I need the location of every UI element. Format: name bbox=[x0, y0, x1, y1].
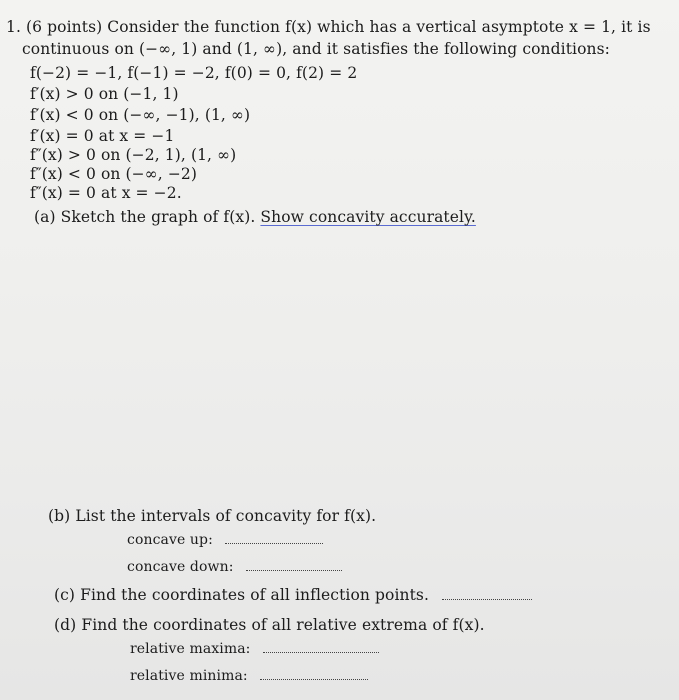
condition-fdoubleprime-negative: f″(x) < 0 on (−∞, −2) bbox=[30, 165, 198, 183]
concave-down-label: concave down: bbox=[127, 559, 234, 575]
concave-down-blank[interactable] bbox=[246, 560, 342, 571]
problem-header-continued: continuous on (−∞, 1) and (1, ∞), and it satisfies the following conditions: bbox=[22, 40, 610, 58]
relative-maxima-blank[interactable] bbox=[263, 642, 379, 653]
part-b: (b) List the intervals of concavity for f(x). bbox=[48, 507, 377, 525]
part-a bbox=[34, 208, 476, 226]
inflection-points-blank[interactable] bbox=[442, 589, 532, 600]
relative-minima-blank[interactable] bbox=[260, 669, 368, 680]
relative-minima-row bbox=[130, 667, 368, 685]
condition-fdoubleprime-positive: f″(x) > 0 on (−2, 1), (1, ∞) bbox=[30, 146, 237, 164]
relative-minima-label: relative minima: bbox=[130, 668, 248, 684]
concave-up-blank[interactable] bbox=[225, 533, 323, 544]
relative-maxima-label: relative maxima: bbox=[130, 641, 251, 657]
condition-fprime-zero: f′(x) = 0 at x = −1 bbox=[30, 127, 175, 145]
concave-down-row bbox=[127, 558, 342, 576]
part-d: (d) Find the coordinates of all relative extrema of f(x). bbox=[54, 616, 485, 634]
condition-fprime-positive: f′(x) > 0 on (−1, 1) bbox=[30, 85, 179, 103]
condition-fdoubleprime-zero: f″(x) = 0 at x = −2. bbox=[30, 184, 182, 202]
relative-maxima-row bbox=[130, 640, 379, 658]
part-a-prompt: (a) Sketch the graph of f(x). bbox=[34, 208, 256, 226]
part-a-emphasis: Show concavity accurately. bbox=[260, 208, 476, 226]
condition-fprime-negative: f′(x) < 0 on (−∞, −1), (1, ∞) bbox=[30, 106, 251, 124]
concave-up-row bbox=[127, 531, 323, 549]
part-c: (c) Find the coordinates of all inflection points. bbox=[54, 586, 429, 604]
condition-values: f(−2) = −1, f(−1) = −2, f(0) = 0, f(2) = 2 bbox=[30, 64, 358, 82]
problem-header: 1. (6 points) Consider the function f(x) which has a vertical asymptote x = 1, it is bbox=[6, 18, 651, 36]
concave-up-label: concave up: bbox=[127, 532, 213, 548]
part-c-row bbox=[54, 586, 532, 604]
